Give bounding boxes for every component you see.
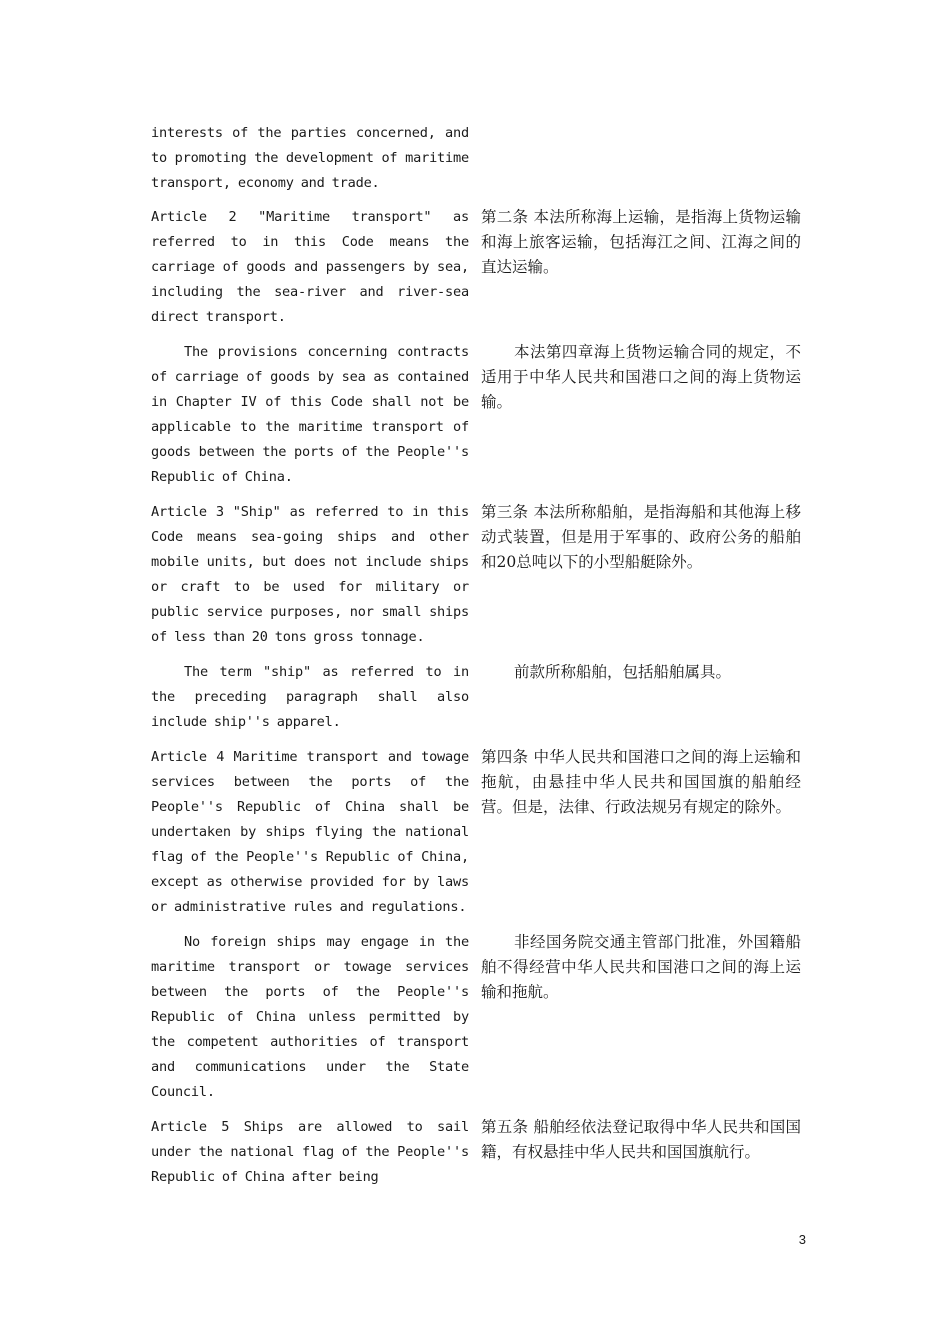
chinese-paragraph: 第五条 船舶经依法登记取得中华人民共和国国籍，有权悬挂中华人民共和国国旗航行。: [481, 1118, 801, 1161]
english-paragraph: Article 2 "Maritime transport" as referred to in this Code means the carriage of goods and passengers by sea, including the sea-river and river-sea direct transport.: [151, 209, 469, 325]
chinese-paragraph: 前款所称船舶，包括船舶属具。: [514, 663, 732, 681]
paragraph-row: [151, 340, 801, 490]
chinese-paragraph: 非经国务院交通主管部门批准，外国籍船舶不得经营中华人民共和国港口之间的海上运输和拖航。: [481, 933, 801, 1001]
chinese-paragraph: 本法第四章海上货物运输合同的规定，不适用于中华人民共和国港口之间的海上货物运输。: [481, 343, 801, 411]
paragraph-row: [151, 930, 801, 1105]
english-paragraph: interests of the parties concerned, and to promoting the development of maritime transport, economy and trade.: [151, 125, 469, 191]
english-paragraph: The provisions concerning contracts of carriage of goods by sea as contained in Chapter IV of this Code shall not be applicable to the maritime transport of goods between the ports of the People''s Republic of China.: [151, 344, 469, 485]
chinese-paragraph: 第三条 本法所称船舶，是指海船和其他海上移动式装置，但是用于军事的、政府公务的船舶和20总吨以下的小型船艇除外。: [481, 503, 801, 571]
paragraph-row: [151, 660, 801, 735]
english-paragraph: No foreign ships may engage in the maritime transport or towage services between the ports of the People''s Republic of China unless permitted by the competent authorities of transport and communications under the State Council.: [151, 934, 469, 1100]
chinese-paragraph: 第四条 中华人民共和国港口之间的海上运输和拖航，由悬挂中华人民共和国国旗的船舶经营。但是，法律、行政法规另有规定的除外。: [481, 748, 801, 816]
bilingual-text-body: [151, 121, 801, 1200]
paragraph-row: [151, 500, 801, 650]
page-number: 3: [798, 1232, 806, 1247]
paragraph-row: [151, 121, 801, 196]
paragraph-row: [151, 745, 801, 920]
chinese-paragraph: 第二条 本法所称海上运输，是指海上货物运输和海上旅客运输，包括海江之间、江海之间的直达运输。: [481, 208, 801, 276]
paragraph-row: [151, 1115, 801, 1190]
english-paragraph: Article 4 Maritime transport and towage services between the ports of the People''s Republic of China shall be undertaken by ships flying the national flag of the People''s Republic of China, except as otherwise provided for by laws or administrative rules and regulations.: [151, 749, 469, 915]
english-paragraph: Article 5 Ships are allowed to sail under the national flag of the People''s Republic of China after being: [151, 1119, 469, 1185]
english-paragraph: The term "ship" as referred to in the preceding paragraph shall also include ship''s apparel.: [151, 664, 469, 730]
english-paragraph: Article 3 "Ship" as referred to in this Code means sea-going ships and other mobile units, but does not include ships or craft to be used for military or public service purposes, nor small ships of less than 20 tons gross tonnage.: [151, 504, 469, 645]
paragraph-row: [151, 205, 801, 330]
